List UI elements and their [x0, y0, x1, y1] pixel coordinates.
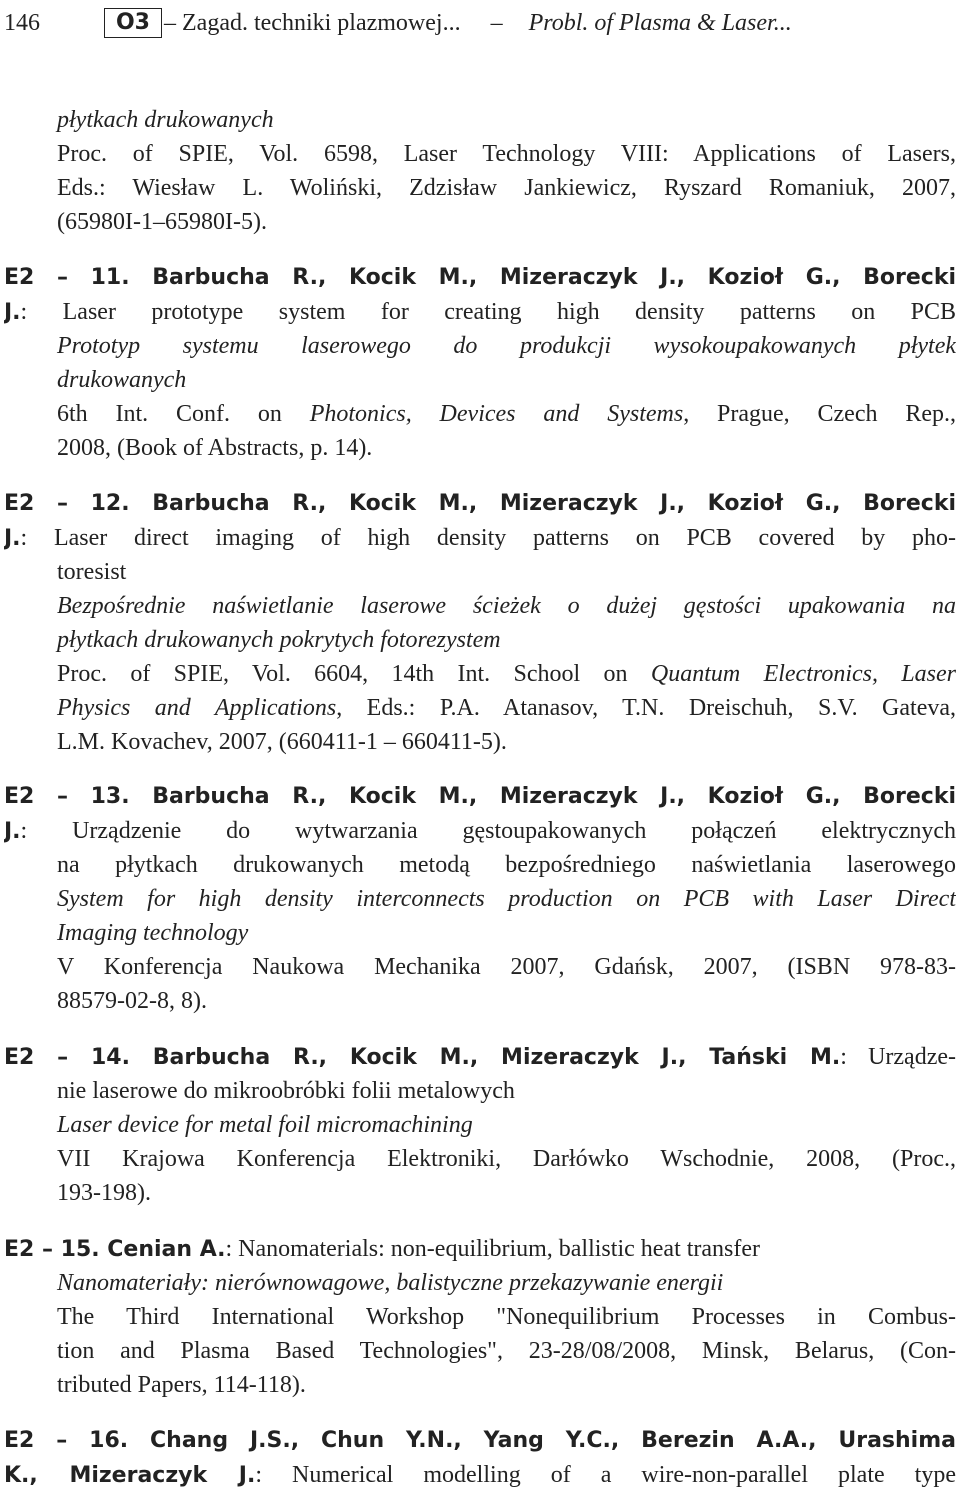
entry-title-pl-cont: nie laserowe do mikroobróbki folii metalowych: [57, 1078, 515, 1104]
entry-title-line: [4, 521, 956, 555]
entry-source-cont: tion and Plasma Based Technologies", 23-28/08/2008, Minsk, Belarus, (Con-: [57, 1338, 956, 1364]
entry-source: [4, 397, 956, 431]
entry-title-pl: : Urządzenie do wytwarzania gęstoupakowanych połączeń elektrycznych: [20, 818, 956, 844]
entry-title-pl: : Urządze-: [840, 1044, 956, 1070]
entry-e2-15: [4, 1232, 956, 1402]
entry-source-details: 88579-02-8, 8).: [57, 988, 207, 1014]
entry-title-en: : Laser direct imaging of high density patterns on PCB covered by pho-: [20, 525, 956, 551]
entry-title-line: [4, 1458, 956, 1492]
entry-heading-authors: E2 – 12. Barbucha R., Kocik M., Mizeraczyk J., Kozioł G., Borecki: [4, 491, 956, 516]
prev-entry-continuation: [4, 103, 956, 239]
page-header: [4, 6, 954, 42]
prev-entry-source: Proc. of SPIE, Vol. 6598, Laser Technology VIII: Applications of Lasers,: [57, 141, 956, 167]
entry-heading: [4, 1232, 956, 1266]
running-title: [164, 6, 792, 40]
entry-source: The Third International Workshop "Nonequilibrium Processes in Combus-: [57, 1304, 956, 1330]
running-title-en: Probl. of Plasma & Laser...: [528, 10, 792, 36]
entry-source-details: 2008, (Book of Abstracts, p. 14).: [57, 435, 373, 461]
entry-author-tail: J.: [4, 819, 21, 844]
entry-author-tail: J.: [4, 526, 21, 551]
page-number: 146: [4, 10, 40, 36]
entry-e2-16: [4, 1424, 956, 1492]
entry-source: V Konferencja Naukowa Mechanika 2007, Gdańsk, 2007, (ISBN 978-83-: [57, 954, 956, 980]
entry-source: [4, 657, 956, 691]
entry-title-en: : Nanomaterials: non-equilibrium, ballistic heat transfer: [225, 1236, 761, 1262]
prev-entry-title-en: płytkach drukowanych: [57, 107, 274, 133]
entry-heading-authors: E2 – 11. Barbucha R., Kocik M., Mizeraczyk J., Kozioł G., Borecki: [4, 265, 956, 290]
entry-source-a: Proc. of SPIE, Vol. 6604, 14th Int. School on: [57, 661, 651, 687]
entry-source-conference: Photonics, Devices and Systems: [309, 401, 684, 427]
entry-source-editors: [4, 691, 956, 725]
entry-source-school: Quantum Electronics, Laser: [650, 661, 956, 687]
entry-source-eds: , Eds.: P.A. Atanasov, T.N. Dreischuh, S.V. Gateva,: [336, 695, 956, 721]
entry-title-en-cont: toresist: [57, 559, 127, 585]
entry-title-line: [4, 814, 956, 848]
running-title-pl: – Zagad. techniki plazmowej...: [164, 10, 461, 36]
entry-title-en: : Laser prototype system for creating high density patterns on PCB: [20, 299, 956, 325]
entry-title-en-cont: Imaging technology: [57, 920, 249, 946]
entry-title-pl: Nanomateriały: nierównowagowe, balistyczne przekazywanie energii: [57, 1270, 724, 1296]
entry-title-pl: Bezpośrednie naświetlanie laserowe ścieżek o dużej gęstości upakowania na: [57, 593, 956, 619]
entry-heading-authors: E2 – 16. Chang J.S., Chun Y.N., Yang Y.C., Berezin A.A., Urashima: [4, 1428, 956, 1453]
entry-title-line: [4, 295, 956, 329]
entry-source: VII Krajowa Konferencja Elektroniki, Darłówko Wschodnie, 2008, (Proc.,: [57, 1146, 956, 1172]
entry-source-b: , Prague, Czech Rep.,: [683, 401, 956, 427]
entry-source-details: tributed Papers, 114-118).: [57, 1372, 306, 1398]
entry-source-school-cont: Physics and Applications: [57, 695, 337, 721]
entry-title-pl-cont: drukowanych: [57, 367, 187, 393]
entry-e2-14: [4, 1040, 956, 1210]
entry-heading-authors: E2 – 13. Barbucha R., Kocik M., Mizeraczyk J., Kozioł G., Borecki: [4, 784, 956, 809]
entry-source-details: L.M. Kovachev, 2007, (660411-1 – 660411-5).: [57, 729, 507, 755]
running-title-separator: –: [490, 10, 503, 36]
entry-heading-authors: E2 – 15. Cenian A.: [4, 1237, 226, 1262]
entry-heading-authors: E2 – 14. Barbucha R., Kocik M., Mizeraczyk J., Tański M.: [4, 1045, 841, 1070]
entry-title-en: Laser device for metal foil micromachining: [57, 1112, 473, 1138]
section-code-box: O3: [104, 8, 162, 38]
entry-heading: [4, 1040, 956, 1074]
prev-entry-pages: (65980I-1–65980I-5).: [57, 209, 267, 235]
entry-title-pl-cont: na płytkach drukowanych metodą bezpośredniego naświetlania laserowego: [57, 852, 956, 878]
entry-title-pl-cont: płytkach drukowanych pokrytych fotorezystem: [57, 627, 501, 653]
entry-author-tail: K., Mizeraczyk J.: [4, 1463, 256, 1488]
entry-title-en: System for high density interconnects production on PCB with Laser Direct: [57, 886, 956, 912]
entry-title-en: : Numerical modelling of a wire-non-parallel plate type: [255, 1462, 956, 1488]
entry-title-pl: Prototyp systemu laserowego do produkcji wysokoupakowanych płytek: [57, 333, 956, 359]
entry-e2-13: [4, 780, 956, 1018]
entry-author-tail: J.: [4, 300, 21, 325]
entry-source-a: 6th Int. Conf. on: [57, 401, 310, 427]
entry-source-details: 193-198).: [57, 1180, 151, 1206]
prev-entry-editors: Eds.: Wiesław L. Woliński, Zdzisław Jankiewicz, Ryszard Romaniuk, 2007,: [57, 175, 956, 201]
entry-e2-12: [4, 487, 956, 759]
entry-e2-11: [4, 261, 956, 465]
